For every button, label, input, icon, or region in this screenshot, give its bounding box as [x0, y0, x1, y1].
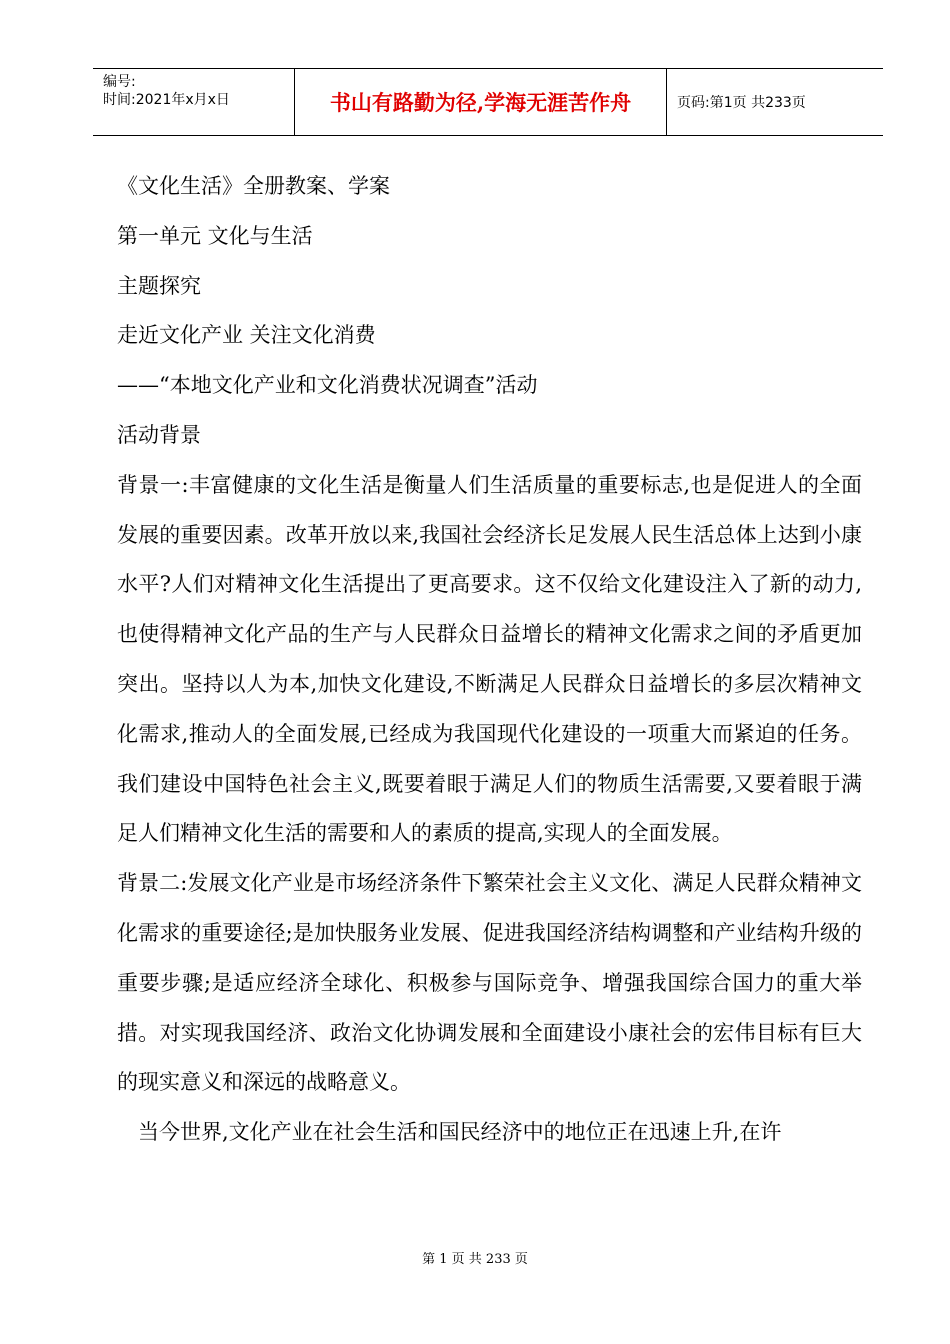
- unit-heading: 第一单元 文化与生活: [117, 223, 313, 248]
- background-one-paragraph: 背景一:丰富健康的文化生活是衡量人们生活质量的重要标志,也是促进人的全面发展的重要因素。改革开放以来,我国社会经济长足发展人民生活总体上达到小康水平?人们对精神文化生活提出了更高要求。这不仅给文化建设注入了新的动力,也使得精神文化产品的生产与人民群众日益增长的精神文化需求之间的矛盾更加突出。坚持以人为本,加快文化建设,不断满足人民群众日益增长的多层次精神文化需求,推动人的全面发展,已经成为我国现代化建设的一项重大而紧迫的任务。我们建设中国特色社会主义,既要着眼于满足人们的物质生活需要,又要着眼于满足人们精神文化生活的需要和人的素质的提高,实现人的全面发展。: [117, 472, 862, 846]
- header-motto: 书山有路勤为径,学海无涯苦作舟: [295, 69, 667, 135]
- section-subtitle: 走近文化产业 关注文化消费: [117, 323, 376, 348]
- theme-heading: 主题探究: [117, 273, 201, 298]
- document-time-label: 时间:2021年x月x日: [103, 92, 230, 108]
- background-heading: 活动背景: [117, 422, 201, 447]
- activity-title: ——“本地文化产业和文化消费状况调查”活动: [117, 373, 538, 398]
- document-number-label: 编号:: [103, 74, 136, 90]
- page-footer: 第 1 页 共 233 页: [422, 1252, 528, 1267]
- document-body: [117, 162, 862, 1158]
- header-page-info: 页码:第1页 共233页: [677, 95, 806, 111]
- header-left-cell: [93, 69, 295, 135]
- document-title: 《文化生活》全册教案、学案: [117, 174, 390, 198]
- background-two-paragraph: 背景二:发展文化产业是市场经济条件下繁荣社会主义文化、满足人民群众精神文化需求的重要途径;是加快服务业发展、促进我国经济结构调整和产业结构升级的重要步骤;是适应经济全球化、积极参与国际竞争、增强我国综合国力的重大举措。对实现我国经济、政治文化协调发展和全面建设小康社会的宏伟目标有巨大的现实意义和深远的战略意义。: [117, 871, 862, 1095]
- body-paragraph: 当今世界,文化产业在社会生活和国民经济中的地位正在迅速上升,在许: [138, 1120, 782, 1145]
- page-header: [93, 68, 883, 136]
